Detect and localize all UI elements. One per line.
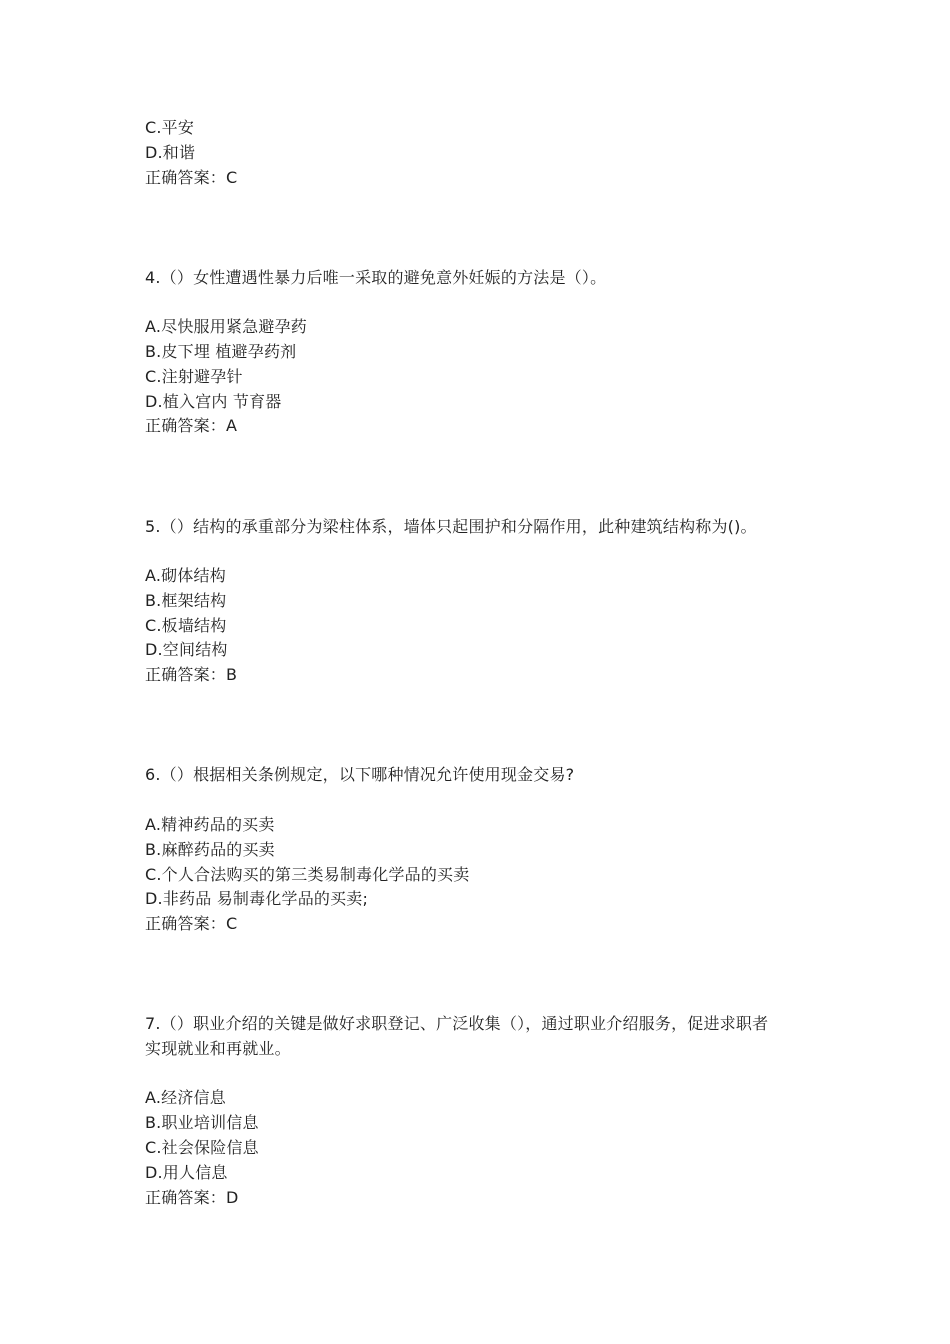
option-b: B.职业培训信息 [145,1113,259,1132]
option-a: A.尽快服用紧急避孕药 [145,317,307,336]
question-stem: 4.（）女性遭遇性暴力后唯一采取的避免意外妊娠的方法是（）。 [145,268,607,287]
option-a: A.精神药品的买卖 [145,815,275,834]
answer-line: 正确答案：C [145,914,238,933]
option-d: D.非药品 易制毒化学品的买卖; [145,889,369,908]
question-stem: 5.（）结构的承重部分为梁柱体系，墙体只起围护和分隔作用，此种建筑结构称为()。 [145,517,757,536]
question-stem: 6.（）根据相关条例规定，以下哪种情况允许使用现金交易? [145,765,575,784]
option-a: A.经济信息 [145,1088,226,1107]
answer-line: 正确答案：A [145,416,238,435]
option-c: C.平安 [145,118,195,137]
option-a: A.砌体结构 [145,566,226,585]
option-d: D.用人信息 [145,1163,228,1182]
option-d: D.空间结构 [145,640,228,659]
option-b: B.麻醉药品的买卖 [145,840,275,859]
option-d: D.和谐 [145,143,196,162]
option-c: C.个人合法购买的第三类易制毒化学品的买卖 [145,865,470,884]
question-stem-line-2: 实现就业和再就业。 [145,1039,291,1058]
option-b: B.框架结构 [145,591,227,610]
answer-line: 正确答案：C [145,168,238,187]
question-stem-line-1: 7.（）职业介绍的关键是做好求职登记、广泛收集（），通过职业介绍服务，促进求职者 [145,1014,769,1033]
answer-line: 正确答案：B [145,665,238,684]
option-c: C.板墙结构 [145,616,227,635]
option-b: B.皮下埋 植避孕药剂 [145,342,297,361]
answer-line: 正确答案：D [145,1188,239,1207]
option-c: C.注射避孕针 [145,367,243,386]
option-d: D.植入宫内 节育器 [145,392,282,411]
option-c: C.社会保险信息 [145,1138,259,1157]
